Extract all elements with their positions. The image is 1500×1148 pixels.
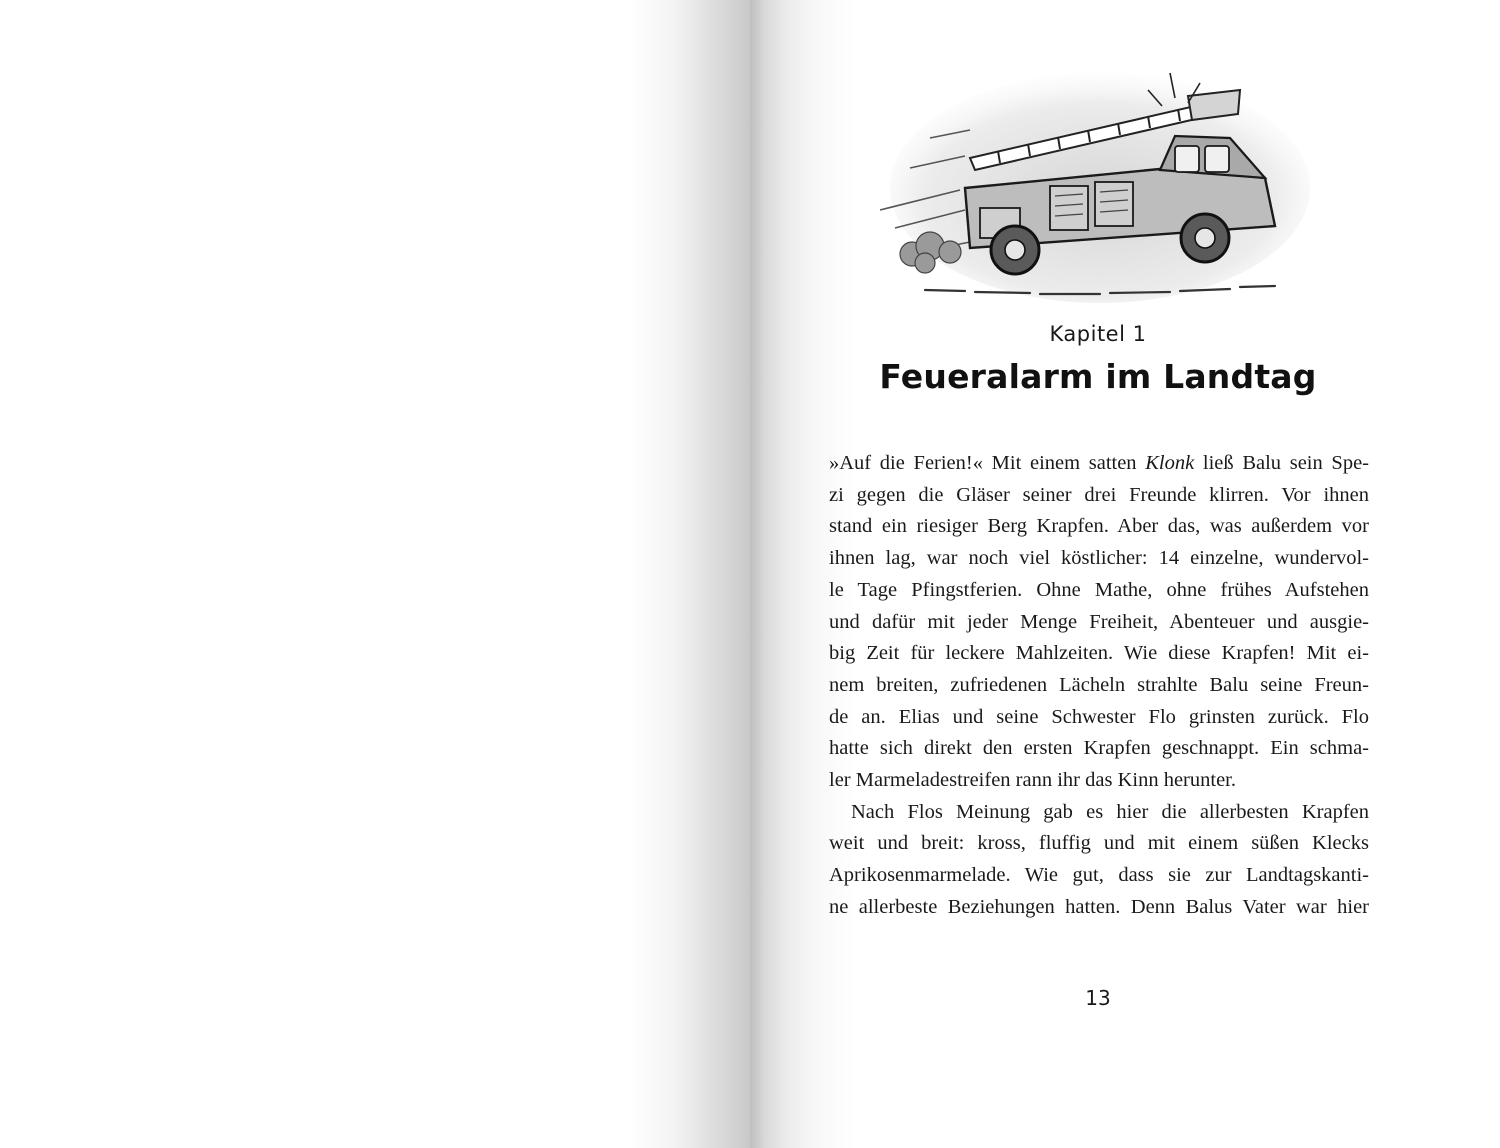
chapter-body-text [829, 448, 1369, 924]
fire-truck-illustration [870, 58, 1310, 308]
text-line: big Zeit für leckere Mahlzeiten. Wie diese Krapfen! Mit ei- [829, 642, 1369, 665]
text-line: weit und breit: kross, fluffig und mit einem süßen Klecks [829, 832, 1369, 855]
text-line: hatte sich direkt den ersten Krapfen geschnappt. Ein schma- [829, 737, 1369, 760]
text-line: und dafür mit jeder Menge Freiheit, Abenteuer und ausgie- [829, 610, 1369, 633]
text-line: de an. Elias und seine Schwester Flo grinsten zurück. Flo [829, 705, 1369, 728]
text-line: ne allerbeste Beziehungen hatten. Denn Balus Vater war hier [829, 895, 1369, 918]
text-line: le Tage Pfingstferien. Ohne Mathe, ohne frühes Aufstehen [829, 578, 1369, 601]
emphasis-word: Klonk [1145, 452, 1195, 474]
text-line: »Auf die Ferien!« Mit einem satten Klonk ließ Balu sein Spe- [829, 452, 1370, 474]
page-number: 13 [1085, 986, 1111, 1010]
text-line: ihnen lag, war noch viel köstlicher: 14 einzelne, wundervol- [829, 547, 1369, 570]
chapter-title: Feueralarm im Landtag [879, 357, 1317, 396]
text-line: Nach Flos Meinung gab es hier die allerbesten Krapfen [851, 800, 1369, 823]
text-line: stand ein riesiger Berg Krapfen. Aber das, was außerdem vor [829, 515, 1369, 538]
chapter-label: Kapitel 1 [1049, 322, 1147, 346]
text-line: Aprikosenmarmelade. Wie gut, dass sie zur Landtagskanti- [829, 864, 1369, 887]
text-line: zi gegen die Gläser seiner drei Freunde klirren. Vor ihnen [829, 483, 1369, 506]
text-line: nem breiten, zufriedenen Lächeln strahlte Balu seine Freun- [829, 673, 1369, 696]
text-line: ler Marmeladestreifen rann ihr das Kinn herunter. [829, 769, 1236, 792]
